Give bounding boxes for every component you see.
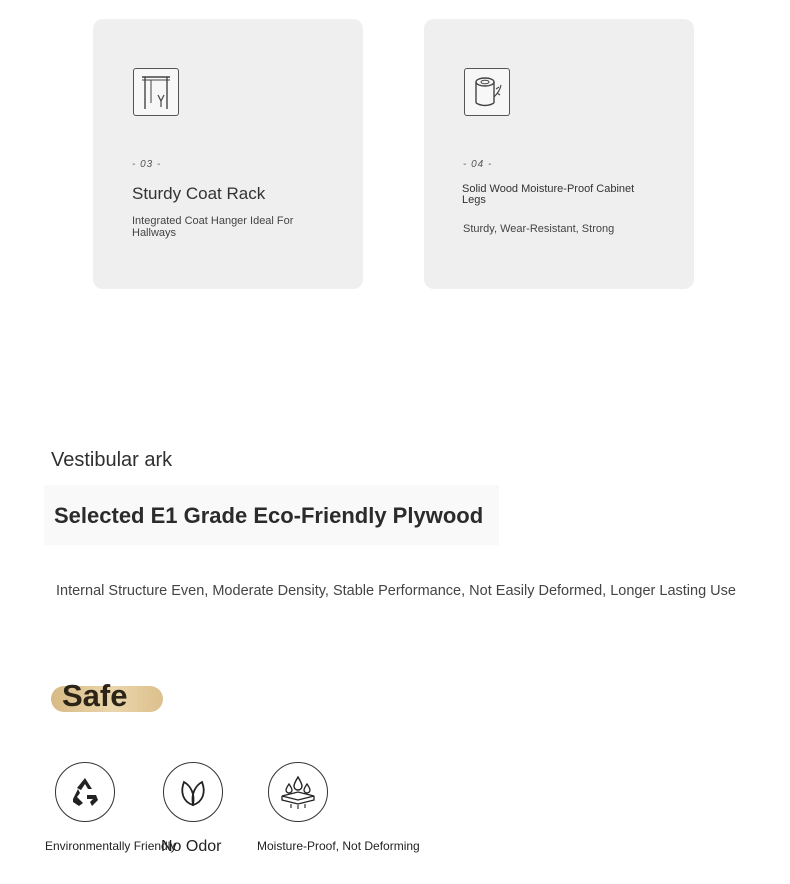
feature-card-cabinet-legs [424, 19, 694, 289]
card-number: - 03 - [132, 159, 162, 170]
material-headline: Selected E1 Grade Eco-Friendly Plywood [54, 503, 484, 528]
coat-rack-icon [133, 68, 179, 116]
safe-title: Safe [62, 678, 128, 713]
card-description: Sturdy, Wear-Resistant, Strong [463, 223, 615, 235]
feature-label: No Odor [161, 838, 222, 855]
card-number: - 04 - [463, 159, 493, 170]
section-label: Vestibular ark [51, 449, 173, 471]
recycle-icon [55, 762, 115, 822]
card-title: Solid Wood Moisture-Proof Cabinet Legs [462, 183, 635, 206]
feature-card-coat-rack [93, 19, 363, 289]
water-drops-icon [268, 762, 328, 822]
material-description: Internal Structure Even, Moderate Density, Stable Performance, Not Easily Deformed, Longer Lasting Use [56, 583, 736, 599]
feature-label: Moisture-Proof, Not Deforming [257, 839, 420, 853]
leaf-icon [163, 762, 223, 822]
feature-label: Environmentally Friendly [45, 839, 177, 853]
card-title: Sturdy Coat Rack [132, 184, 266, 203]
wood-log-icon [464, 68, 510, 116]
card-description: Integrated Coat Hanger Ideal For Hallways [132, 215, 294, 239]
